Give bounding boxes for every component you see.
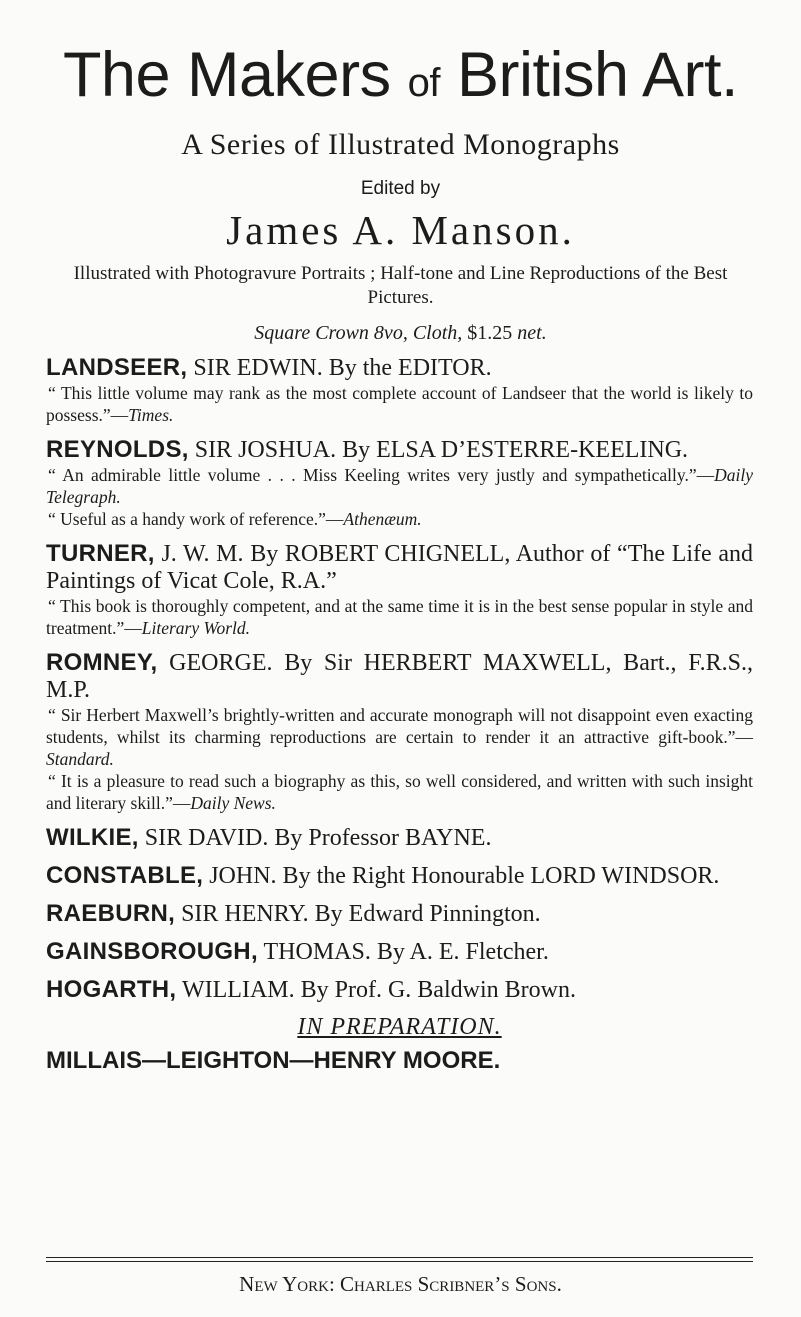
- price-value: $1.25: [467, 322, 513, 344]
- entry-detail: SIR DAVID. By Professor BAYNE.: [144, 825, 492, 851]
- review-quote: “ This book is thoroughly competent, and at the same time it is in the best sense popular in style and treatment.”—Literary World.: [46, 596, 753, 638]
- artist-name: GAINSBOROUGH,: [46, 938, 258, 965]
- list-item: [46, 354, 753, 426]
- review-source: Literary World.: [141, 618, 250, 638]
- review-quote: “ It is a pleasure to read such a biography as this, so well considered, and written with such insight and literary skill.”—Daily News.: [46, 771, 753, 813]
- entry-heading: [46, 354, 753, 382]
- review-quote: “ An admirable little volume . . . Miss Keeling writes very justly and sympathetically.”—Daily Telegraph.: [46, 465, 753, 507]
- entry-detail: JOHN. By the Right Honourable LORD WINDSOR.: [209, 863, 720, 889]
- review-source: Athenæum.: [343, 509, 422, 529]
- entry-heading: [46, 938, 753, 966]
- list-item: [46, 976, 753, 1004]
- edited-by: Edited by: [360, 178, 441, 199]
- divider: [46, 1257, 753, 1258]
- entry-detail: SIR JOSHUA. By ELSA D’ESTERRE-KEELING.: [194, 437, 689, 463]
- review-quote: “ Useful as a handy work of reference.”—Athenæum.: [48, 509, 422, 529]
- review-source: Daily News.: [190, 793, 276, 813]
- entry-heading: [46, 540, 753, 595]
- entry-heading: [46, 862, 753, 890]
- artist-name: WILKIE,: [46, 824, 139, 851]
- entry-detail: J. W. M. By ROBERT CHIGNELL, Author of “The Life and Paintings of Vicat Cole, R.A.”: [46, 541, 754, 594]
- illustration-note: Illustrated with Photogravure Portraits ; Half-tone and Line Reproductions of the Best Pictures.: [73, 263, 728, 308]
- list-item: [46, 649, 753, 814]
- artist-name: ROMNEY,: [46, 649, 158, 676]
- review-quote: “ Sir Herbert Maxwell’s brightly-written and accurate monograph will not disappoint even exacting students, whilst its charming reproductions are certain to render it an attractive gift-book.”—Standard.: [46, 705, 753, 769]
- editor-name: James A. Manson.: [226, 207, 575, 253]
- artist-name: CONSTABLE,: [46, 862, 204, 889]
- entry-heading: [46, 824, 753, 852]
- entry-heading: [46, 436, 753, 464]
- review-source: Standard.: [46, 749, 114, 769]
- entry-heading: [46, 976, 753, 1004]
- review-source: Times.: [128, 405, 174, 425]
- entry-detail: SIR HENRY. By Edward Pinnington.: [181, 901, 541, 927]
- title-the: The: [62, 40, 171, 110]
- price-net: net.: [517, 322, 547, 344]
- entry-detail: WILLIAM. By Prof. G. Baldwin Brown.: [181, 977, 576, 1003]
- page-title: [0, 40, 801, 110]
- series-subtitle: A Series of Illustrated Monographs: [181, 128, 620, 161]
- list-item: [46, 824, 753, 852]
- entry-heading: [46, 649, 753, 704]
- entry-detail: THOMAS. By A. E. Fletcher.: [263, 939, 549, 965]
- title-makers: Makers: [187, 40, 391, 110]
- entry-detail: SIR EDWIN. By the EDITOR.: [193, 355, 492, 381]
- list-item: [46, 862, 753, 890]
- artist-name: LANDSEER,: [46, 354, 188, 381]
- title-of: of: [407, 61, 440, 105]
- review-quote: “ This little volume may rank as the most complete account of Landseer that the world is likely to possess.”—Times.: [46, 383, 753, 425]
- list-item: [46, 938, 753, 966]
- in-preparation-heading: IN PREPARATION.: [297, 1014, 502, 1040]
- list-item: [46, 436, 753, 530]
- divider: [46, 1261, 753, 1262]
- publisher-imprint: New York: Charles Scribner’s Sons.: [239, 1272, 562, 1296]
- artist-name: TURNER,: [46, 540, 155, 567]
- list-item: [46, 540, 753, 639]
- forthcoming-titles: MILLAIS—LEIGHTON—HENRY MOORE.: [46, 1047, 501, 1074]
- title-rest: British Art.: [456, 40, 739, 110]
- monograph-list: [46, 354, 753, 1074]
- artist-name: RAEBURN,: [46, 900, 176, 927]
- review-source: Daily Telegraph.: [46, 465, 753, 507]
- entry-heading: [46, 900, 753, 928]
- list-item: [46, 900, 753, 928]
- format-text: Square Crown 8vo, Cloth,: [254, 322, 463, 344]
- price-line: [0, 322, 801, 345]
- entry-detail: GEORGE. By Sir HERBERT MAXWELL, Bart., F.R.S., M.P.: [46, 650, 753, 703]
- artist-name: REYNOLDS,: [46, 436, 189, 463]
- artist-name: HOGARTH,: [46, 976, 177, 1003]
